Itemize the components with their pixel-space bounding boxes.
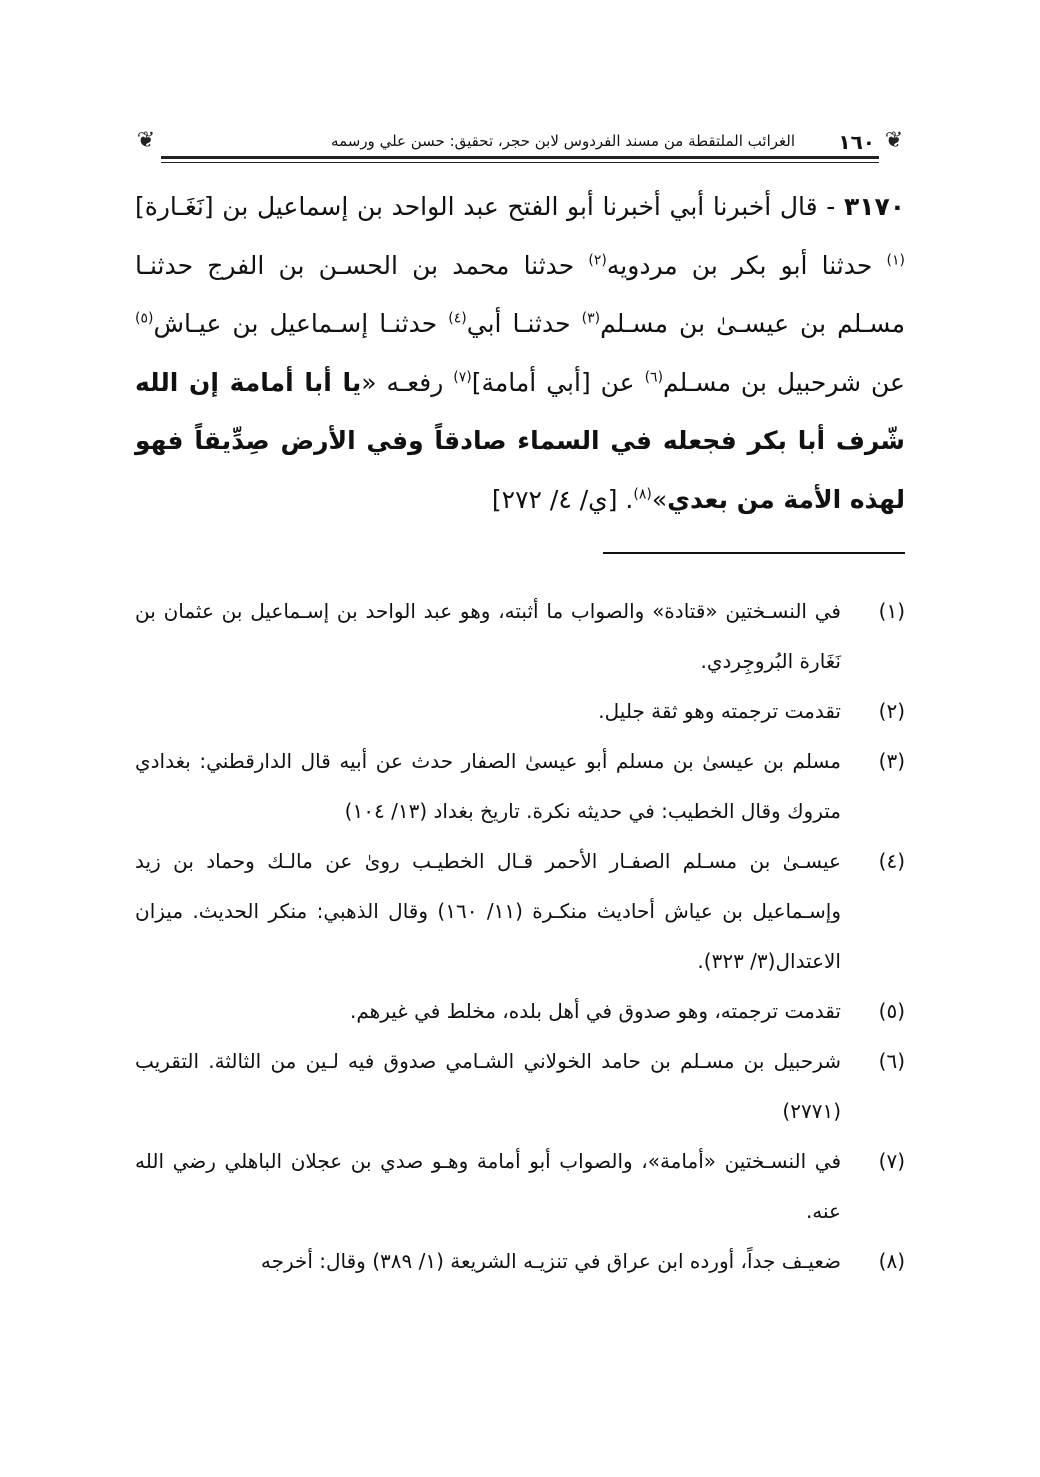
page-number: ١٦٠ [838,130,875,154]
text-segment: حدثنا أبو بكر بن مردويه [606,250,887,280]
text-segment: رفعـه « [361,367,454,397]
footnote-ref[interactable]: (٥) [135,310,154,327]
footnote-text: مسلم بن عيسىٰ بن مسلم أبو عيسىٰ الصفار حدث عن أبيه قال الدارقطني: بغدادي متروك وقال الخطيب: في حديثه نكرة. تاريخ بغداد (١٣/ ١٠٤) [135,749,841,823]
footnote-label: (٦) [878,1049,905,1073]
footnote-ref[interactable]: (٧) [453,369,472,386]
running-title: الغرائب الملتقطة من مسند الفردوس لابن حجر، تحقيق: حسن علي ورسمه [331,132,795,150]
footnote-label: (٤) [878,849,905,873]
footnote-label: (١) [878,599,905,623]
text-segment: حدثنا محمد بن الحسـن بن الفرج حدثنـا مسـلم بن عيسـىٰ بن مسـلم [135,250,906,338]
footnote-label: (٥) [878,999,905,1023]
footnote-text: شرحبيل بن مسـلم بن حامد الخولاني الشـامي صدوق فيه لـين من الثالثة. التقريب (٢٧٧١) [135,1049,841,1123]
text-segment: حدثنـا أبي [466,309,582,338]
footnote-label: (٢) [878,699,905,723]
footnote-ref[interactable]: (٤) [448,310,467,327]
ornament-right-icon: ❦ [884,128,904,153]
footnote-text: ضعيـف جداً، أورده ابن عراق في تنزيـه الشريعة (١/ ٣٨٩) وقال: أخرجه [260,1249,841,1273]
text-segment: » [651,484,668,514]
source-reference: . [ي/ ٤/ ٢٧٢] [491,484,634,514]
text-segment: عن [أبي أمامة] [471,367,645,397]
footnotes [135,586,905,1286]
footnote [135,836,905,986]
footnote-text: عيسـىٰ بن مسـلم الصفـار الأحمر قـال الخطيـب روىٰ عن مالـك وحماد بن زيد وإسـماعيل بن عياش أحاديث منكـرة (١١/ ١٦٠) وقال الذهبي: منكر الحديث. ميزان الاعتدال(٣/ ٣٢٣). [135,849,841,973]
text-segment: - قال أخبرنا أبي أخبرنا أبو الفتح عبد الواحد بن إسماعيل بن [نَغَـارة] [135,192,844,221]
footnote [135,1136,905,1236]
footnote-label: (٣) [878,749,905,773]
hadith-entry [135,178,905,529]
footnote-ref[interactable]: (٦) [644,369,664,386]
footnote-ref[interactable]: (٢) [588,252,607,269]
footnote-text: تقدمت ترجمته، وهو صدوق في أهل بلده، مخلط في غيرهم. [350,999,841,1023]
footnote-text: تقدمت ترجمته وهو ثقة جليل. [598,699,841,723]
running-header [135,124,905,164]
footnote [135,686,905,736]
footnote [135,1036,905,1136]
footnote-ref[interactable]: (١) [886,252,905,269]
footnote-ref[interactable]: (٨) [633,486,652,503]
footnote-text: في النسـختين «قتادة» والصواب ما أثبته، وهو عبد الواحد بن إسـماعيل بن عثمان بن نَغَارة البُروجِردي. [135,599,841,673]
footnote-text: في النسـختين «أمامة»، والصواب أبو أمامة وهـو صدي بن عجلان الباهلي رضي الله عنه. [135,1149,841,1223]
footnote [135,736,905,836]
footnote [135,586,905,686]
hadith-text: يا أبا أمامة إن الله شّرف أبا بكر فجعله في السماء صادقاً وفي الأرض صِدِّيقاً فهو لهذه الأمة من بعدي [135,367,905,514]
ornament-left-icon: ❦ [136,128,156,153]
header-rule-thin [161,162,879,163]
footnote-label: (٨) [878,1249,905,1273]
footnote [135,1236,905,1286]
footnote [135,986,905,1036]
footnote-label: (٧) [878,1149,905,1173]
text-segment: عن شرحبيل بن مسـلم [663,367,905,397]
footnote-separator [603,552,905,554]
text-segment: حدثنـا إسـماعيل بن عيـاش [153,309,449,338]
entry-number: ٣١٧٠ [843,192,905,221]
header-rule-thick [161,156,879,159]
footnote-ref[interactable]: (٣) [581,310,601,327]
